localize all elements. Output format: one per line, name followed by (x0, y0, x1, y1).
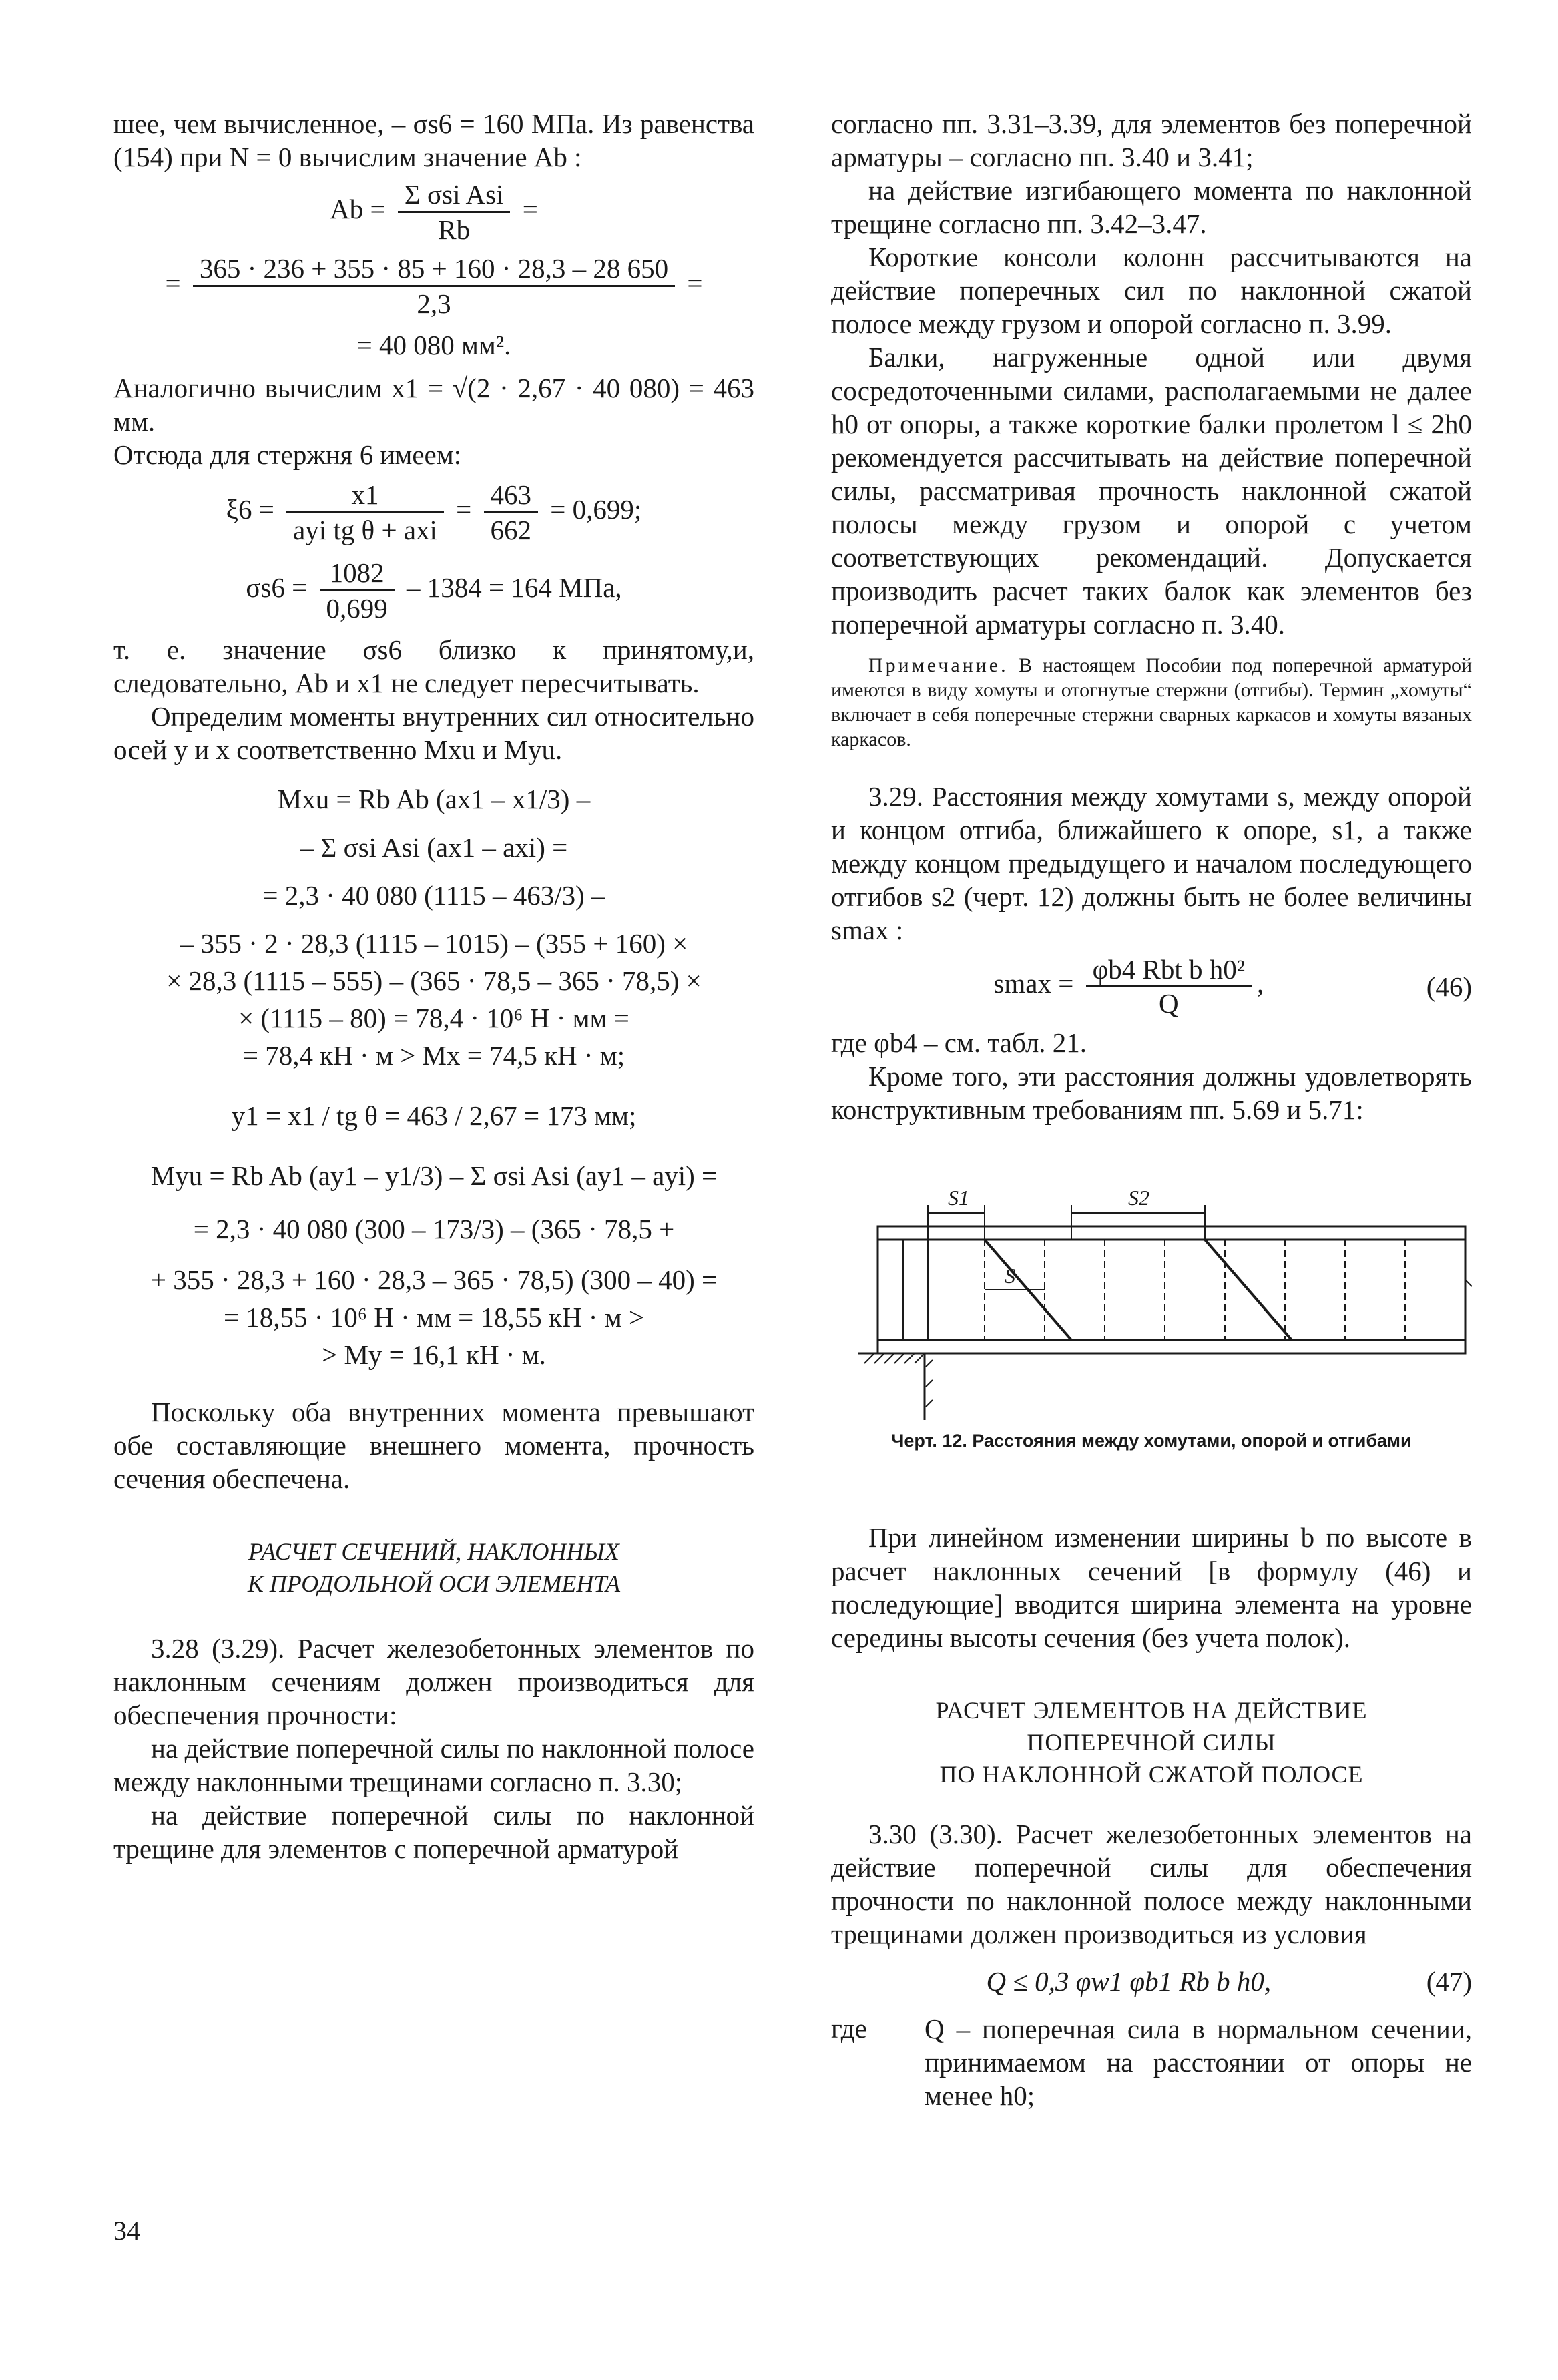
formula-47: Q ≤ 0,3 φw1 φb1 Rb b h0, (47) (986, 1966, 1472, 1997)
left-column (113, 107, 754, 1865)
section-heading: ПО НАКЛОННОЙ СЖАТОЙ ПОЛОСЕ (939, 1761, 1364, 1788)
formula-ab-result: = 40 080 мм². (356, 330, 511, 361)
formula-mxu-5: × 28,3 (1115 – 555) – (365 · 78,5 – 365 · 78,5) × (166, 965, 702, 996)
formula-46: smax = $\frac{\text{φb4 Rbt b h0²}}{Q}$ , (46) (993, 954, 1472, 1019)
formula-y1: y1 = x1 / tg θ = 463 / 2,67 = 173 мм; (231, 1100, 637, 1131)
right-column (831, 107, 1472, 2112)
paragraph: где φb4 – см. табл. 21. (831, 1027, 1087, 1058)
formula-mxu-4: – 355 · 2 · 28,3 (1115 – 1015) – (355 + 160) × (180, 928, 688, 959)
paragraph: Определим моменты внутренних сил относительно осей y и x соответственно Mxu и Myu. (113, 701, 754, 765)
paragraph: согласно пп. 3.31–3.39, для элементов без поперечной арматуры – согласно пп. 3.40 и 3.41; (831, 108, 1472, 172)
section-heading: РАСЧЕТ СЕЧЕНИЙ, НАКЛОННЫХ (248, 1538, 619, 1565)
page-number: 34 (113, 2216, 140, 2246)
section-heading: РАСЧЕТ ЭЛЕМЕНТОВ НА ДЕЙСТВИЕ (935, 1697, 1368, 1724)
formula-sigma: σs6 = $\frac{1082}{0,699}$ – 1384 = 164 МПа, (246, 557, 622, 624)
label-s2: S2 (1128, 1186, 1149, 1210)
paragraph: 3.28 (3.29). Расчет железобетонных элементов по наклонным сечениям должен производиться для обеспечения прочности: (113, 1633, 754, 1730)
paragraph: шее, чем вычисленное, – σs6 = 160 МПа. Из равенства (154) при N = 0 вычислим значение Ab : (113, 108, 754, 172)
label-s1: S1 (948, 1186, 969, 1210)
section-heading: К ПРОДОЛЬНОЙ ОСИ ЭЛЕМЕНТА (247, 1570, 621, 1597)
formula-ab-long: = $\frac{365 \cdot 236 + 355 \cdot 85 + 160 \cdot 28,3 - 28 650}{2,3}$ = (165, 253, 703, 319)
where-text: Q – поперечная сила в нормальном сечении, принимаемом на расстоянии от опоры не менее h0; (925, 2013, 1472, 2111)
formula-mxu-2: – Σ σsi Asi (ax1 – axi) = (300, 832, 568, 863)
paragraph: на действие поперечной силы по наклонной полосе между наклонными трещинами согласно п. 3.30; (113, 1733, 754, 1797)
formula-number: (47) (1426, 1966, 1472, 1997)
formula-myu-1: Myu = Rb Ab (ay1 – y1/3) – Σ σsi Asi (ay1 – ayi) = (150, 1160, 718, 1191)
paragraph: Аналогично вычислим x1 = √(2 · 2,67 · 40 080) = 463 мм. (113, 373, 754, 437)
section-heading: ПОПЕРЕЧНОЙ СИЛЫ (1027, 1729, 1276, 1756)
figure-12 (831, 1146, 1472, 1427)
formula-mxu-7: = 78,4 кН · м > Mx = 74,5 кН · м; (242, 1040, 625, 1071)
paragraph: Отсюда для стержня 6 имеем: (113, 439, 462, 470)
where-label: где (831, 2013, 867, 2044)
note (831, 653, 1472, 752)
paragraph: на действие изгибающего момента по наклонной трещине согласно пп. 3.42–3.47. (831, 175, 1472, 239)
formula-myu-5: > My = 16,1 кН · м. (322, 1339, 546, 1370)
formula-myu-4: = 18,55 · 10⁶ Н · мм = 18,55 кН · м > (223, 1302, 645, 1333)
paragraph: на действие поперечной силы по наклонной трещине для элементов с поперечной арматурой (113, 1800, 754, 1864)
paragraph: Поскольку оба внутренних момента превышают обе составляющие внешнего момента, прочность сечения обеспечена. (113, 1397, 754, 1494)
paragraph: т. е. значение σs6 близко к принятому,и, следовательно, Ab и x1 не следует пересчитывать. (113, 634, 754, 698)
paragraph: При линейном изменении ширины b по высоте в расчет наклонных сечений [в формулу (46) и последующие] вводится ширина элемента на уровне середины высоты сечения (без учета полок). (831, 1522, 1472, 1653)
formula-myu-2: = 2,3 · 40 080 (300 – 173/3) – (365 · 78,5 + (193, 1214, 675, 1244)
paragraph: Кроме того, эти расстояния должны удовлетворять конструктивным требованиям пп. 5.69 и 5.71: (831, 1061, 1472, 1125)
formula-ab: Ab = $\frac{\text{Σ σsi Asi}}{Rb}$ = (330, 179, 538, 245)
formula-mxu-1: Mxu = Rb Ab (ax1 – x1/3) – (277, 784, 591, 814)
paragraph: 3.30 (3.30). Расчет железобетонных элементов на действие поперечной силы для обеспечения прочности по наклонной полосе между наклонными трещинами должен производиться из условия (831, 1819, 1472, 1949)
label-s: S (1005, 1264, 1015, 1288)
paragraph: Балки, нагруженные одной или двумя сосредоточенными силами, располагаемыми не далее h0 от опоры, а также короткие балки пролетом l ≤ 2h0 рекомендуется рассчитывать на действие поперечной силы, рассматривая прочность наклонной сжатой полосы между грузом и опорой с учетом соответствующих рекомендаций. Допускается производить расчет таких балок как элементов без поперечной арматуры согласно п. 3.40. (831, 342, 1472, 640)
figure-caption: Черт. 12. Расстояния между хомутами, опорой и отгибами (891, 1431, 1412, 1451)
formula-number: (46) (1426, 971, 1472, 1002)
where-block (831, 2012, 1472, 2112)
formula-xi: ξ6 = $\frac{x1}{\text{ayi tg θ + axi}}$ = $\frac{463}{662}$ = 0,699; (226, 479, 642, 545)
formula-myu-3: + 355 · 28,3 + 160 · 28,3 – 365 · 78,5) (300 – 40) = (150, 1264, 718, 1295)
formula-mxu-3: = 2,3 · 40 080 (1115 – 463/3) – (262, 880, 605, 911)
stirrup-diagram (831, 1146, 1472, 1427)
formula-mxu-6: × (1115 – 80) = 78,4 · 10⁶ Н · мм = (238, 1003, 629, 1033)
paragraph: 3.29. Расстояния между хомутами s, между опорой и концом отгиба, ближайшего к опоре, s1, а также между концом предыдущего и началом последующего отгибов s2 (черт. 12) должны быть не более величины smax : (831, 781, 1472, 945)
note-label: Примечание. (868, 654, 1009, 676)
paragraph: Короткие консоли колонн рассчитываются на действие поперечных сил по наклонной сжатой полосе между грузом и опорой согласно п. 3.99. (831, 242, 1472, 339)
note-text: В настоящем Пособии под поперечной арматурой имеются в виду хомуты и отогнутые стержни (отгибы). Термин „хомуты“ включает в себя поперечные стержни сварных каркасов и хомуты вязаных каркасов. (831, 654, 1472, 750)
